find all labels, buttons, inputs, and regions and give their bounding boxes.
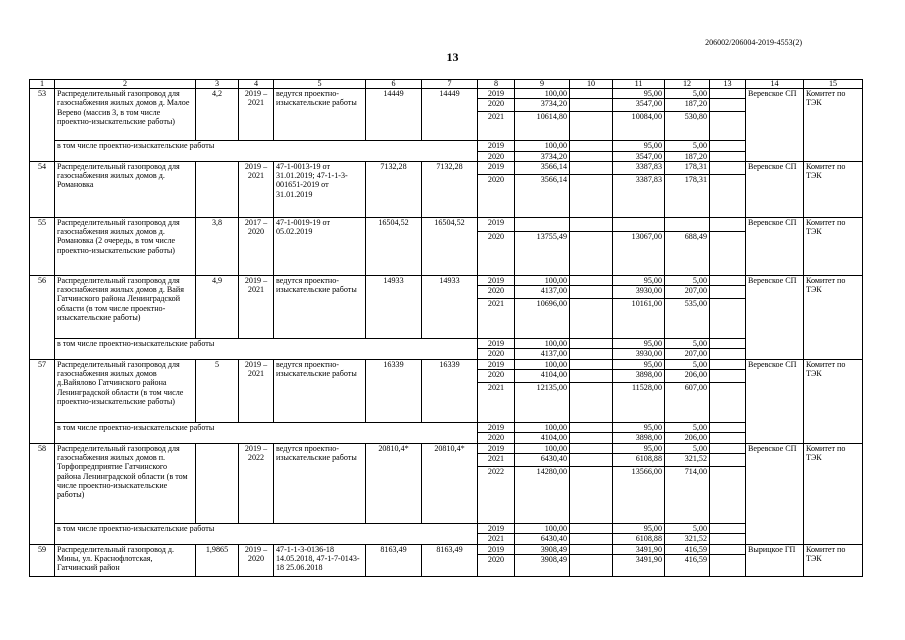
construction-years: 2019 – 2021 [239,89,274,141]
expertise-document: ведутся проектно-изыскательские работы [274,443,366,523]
responsible-body: Комитет по ТЭК [804,544,863,576]
regional-funds [613,217,665,231]
funding-total: 6430,40 [515,534,570,544]
pipeline-length: 3,8 [196,217,239,275]
column-number: 13 [710,80,746,89]
funding-total [515,217,570,231]
regional-funds: 3387,83 [613,174,665,217]
federal-funds [570,383,613,423]
column-number: 3 [196,80,239,89]
municipality: Вырицкое ГП [746,544,804,576]
federal-funds [570,231,613,275]
total-cost: 8163,49 [422,544,478,576]
regional-funds: 95,00 [613,523,665,533]
object-name: Распределительный газопровод для газоснабжения жилых домов п. Торфопредприятие Гатчинского района Ленинградской области (в том числе проектно-изыскательские работы) [55,443,196,523]
funding-total: 4104,00 [515,370,570,383]
local-funds: 5,00 [665,423,710,433]
federal-funds [570,349,613,359]
row-number: 59 [30,544,55,576]
pipeline-length [196,443,239,523]
column-number: 4 [239,80,274,89]
funding-total: 10696,00 [515,299,570,339]
construction-years: 2019 – 2021 [239,359,274,422]
row-number: 57 [30,359,55,443]
other-funds [710,339,746,349]
municipality: Веревское СП [746,89,804,162]
other-funds [710,89,746,99]
regional-funds: 95,00 [613,359,665,369]
regional-funds: 3387,83 [613,161,665,174]
regional-funds: 10161,00 [613,299,665,339]
federal-funds [570,359,613,369]
federal-funds [570,423,613,433]
federal-funds [570,99,613,112]
federal-funds [570,89,613,99]
local-funds: 5,00 [665,275,710,285]
expertise-document: ведутся проектно-изыскательские работы [274,359,366,422]
other-funds [710,151,746,161]
object-name: Распределительный газопровод для газоснабжения жилых домов д. Малое Верево (массив 3, в том числе проектно-изыскательские работы) [55,89,196,141]
funding-year: 2019 [478,359,515,369]
column-number: 2 [55,80,196,89]
expertise-document: ведутся проектно-изыскательские работы [274,275,366,338]
federal-funds [570,534,613,544]
funding-year: 2021 [478,112,515,141]
funding-year: 2019 [478,161,515,174]
table-row [30,544,863,554]
table-row [30,89,863,99]
regional-funds: 3930,00 [613,349,665,359]
other-funds [710,231,746,275]
local-funds: 206,00 [665,370,710,383]
expertise-document: 47-1-1-3-0136-18 14.05.2018, 47-1-7-0143-18 25.06.2018 [274,544,366,576]
column-number: 1 [30,80,55,89]
object-name: Распределительный газопровод для газоснабжения жилых домов д. Романовка (2 очередь, в том числе проектно-изыскательские работы) [55,217,196,275]
table-row [30,275,863,285]
column-number: 5 [274,80,366,89]
other-funds [710,534,746,544]
pipeline-length: 1,9865 [196,544,239,576]
funding-year: 2019 [478,423,515,433]
table-row [30,523,863,533]
expertise-document: 47-1-0019-19 от 05.02.2019 [274,217,366,275]
regional-funds: 3491,90 [613,544,665,554]
local-funds: 714,00 [665,466,710,523]
page-number: 13 [446,50,459,64]
table-row [30,339,863,349]
funding-year: 2020 [478,433,515,443]
total-cost: 14933 [422,275,478,338]
local-funds: 535,00 [665,299,710,339]
other-funds [710,161,746,174]
pipeline-length: 4,9 [196,275,239,338]
municipality: Веревское СП [746,161,804,217]
other-funds [710,99,746,112]
pipeline-length: 5 [196,359,239,422]
funding-year: 2019 [478,443,515,453]
pipeline-length [196,161,239,217]
regional-funds: 6108,88 [613,534,665,544]
funding-total: 12135,00 [515,383,570,423]
funding-total: 3566,14 [515,174,570,217]
regional-funds: 13566,00 [613,466,665,523]
row-number: 55 [30,217,55,275]
federal-funds [570,275,613,285]
regional-funds: 95,00 [613,141,665,151]
object-name: Распределительный газопровод для газоснабжения жилых домов д.Вайялово Гатчинского района Ленинградской области (в том числе проектно-изыскательские работы) [55,359,196,422]
federal-funds [570,151,613,161]
object-name: Распределительный газопровод д. Мины, ул. Краснофлотская, Гатчинский район [55,544,196,576]
federal-funds [570,443,613,453]
funding-year: 2019 [478,89,515,99]
total-cost: 14449 [422,89,478,141]
column-number: 10 [570,80,613,89]
other-funds [710,359,746,369]
funding-total: 10614,80 [515,112,570,141]
construction-years: 2019 – 2022 [239,443,274,523]
local-funds: 5,00 [665,89,710,99]
regional-funds: 3898,00 [613,370,665,383]
regional-funds: 6108,88 [613,453,665,466]
other-funds [710,349,746,359]
object-name: Распределительный газопровод для газоснабжения жилых домов д. Романовка [55,161,196,217]
other-funds [710,217,746,231]
construction-years: 2019 – 2021 [239,161,274,217]
regional-funds: 3898,00 [613,433,665,443]
local-funds: 416,59 [665,554,710,576]
local-funds: 530,80 [665,112,710,141]
responsible-body: Комитет по ТЭК [804,89,863,162]
local-funds: 178,31 [665,174,710,217]
subtotal-label: в том числе проектно-изыскательские работы [55,141,478,162]
funding-total: 4137,00 [515,286,570,299]
subtotal-label: в том числе проектно-изыскательские работы [55,423,478,444]
total-cost: 16339 [422,359,478,422]
column-number: 7 [422,80,478,89]
column-number: 9 [515,80,570,89]
local-funds: 5,00 [665,359,710,369]
local-funds: 207,00 [665,349,710,359]
regional-funds: 95,00 [613,423,665,433]
local-funds: 5,00 [665,339,710,349]
regional-funds: 3547,00 [613,99,665,112]
total-cost: 7132,28 [422,161,478,217]
other-funds [710,554,746,576]
local-funds: 321,52 [665,534,710,544]
funding-year: 2020 [478,99,515,112]
local-funds: 187,20 [665,151,710,161]
funding-year: 2020 [478,286,515,299]
other-funds [710,174,746,217]
federal-funds [570,523,613,533]
other-funds [710,299,746,339]
federal-funds [570,433,613,443]
column-number: 11 [613,80,665,89]
estimated-cost: 8163,49 [366,544,422,576]
table-row [30,161,863,174]
other-funds [710,275,746,285]
local-funds: 607,00 [665,383,710,423]
responsible-body: Комитет по ТЭК [804,443,863,544]
funding-total: 3566,14 [515,161,570,174]
federal-funds [570,141,613,151]
estimated-cost: 14449 [366,89,422,141]
estimated-cost: 20810,4* [366,443,422,523]
construction-years: 2019 – 2021 [239,275,274,338]
funding-year: 2020 [478,349,515,359]
estimated-cost: 16339 [366,359,422,422]
municipality: Веревское СП [746,443,804,544]
funding-total: 100,00 [515,423,570,433]
federal-funds [570,217,613,231]
estimated-cost: 7132,28 [366,161,422,217]
municipality: Веревское СП [746,275,804,359]
funding-year: 2020 [478,151,515,161]
subtotal-label: в том числе проектно-изыскательские работы [55,339,478,360]
other-funds [710,112,746,141]
column-number: 12 [665,80,710,89]
other-funds [710,141,746,151]
other-funds [710,433,746,443]
funding-year: 2021 [478,453,515,466]
funding-year: 2022 [478,466,515,523]
object-name: Распределительный газопровод для газоснабжения жилых домов д. Вайя Гатчинского района Ленинградской области (в том числе проектно-изыскательские работы) [55,275,196,338]
estimated-cost: 16504,52 [366,217,422,275]
table-row [30,443,863,453]
funding-total: 4137,00 [515,349,570,359]
federal-funds [570,299,613,339]
regional-funds: 95,00 [613,339,665,349]
regional-funds: 3491,90 [613,554,665,576]
other-funds [710,544,746,554]
funding-total: 100,00 [515,89,570,99]
regional-funds: 95,00 [613,89,665,99]
table-row [30,423,863,433]
local-funds: 207,00 [665,286,710,299]
column-number: 6 [366,80,422,89]
estimated-cost: 14933 [366,275,422,338]
funding-year: 2021 [478,534,515,544]
responsible-body: Комитет по ТЭК [804,161,863,217]
table-row [30,217,863,231]
federal-funds [570,544,613,554]
total-cost: 20810,4* [422,443,478,523]
federal-funds [570,174,613,217]
other-funds [710,423,746,433]
other-funds [710,466,746,523]
gas-pipeline-table [29,79,863,577]
local-funds: 5,00 [665,443,710,453]
federal-funds [570,370,613,383]
funding-total: 100,00 [515,141,570,151]
regional-funds: 13067,00 [613,231,665,275]
row-number: 58 [30,443,55,544]
local-funds: 178,31 [665,161,710,174]
funding-year: 2019 [478,217,515,231]
federal-funds [570,554,613,576]
table-row [30,359,863,369]
row-number: 54 [30,161,55,217]
local-funds: 688,49 [665,231,710,275]
funding-year: 2020 [478,231,515,275]
other-funds [710,370,746,383]
expertise-document: ведутся проектно-изыскательские работы [274,89,366,141]
funding-year: 2019 [478,339,515,349]
row-number: 53 [30,89,55,162]
local-funds: 5,00 [665,141,710,151]
funding-total: 13755,49 [515,231,570,275]
other-funds [710,523,746,533]
federal-funds [570,112,613,141]
federal-funds [570,453,613,466]
regional-funds: 3930,00 [613,286,665,299]
funding-total: 3908,49 [515,554,570,576]
construction-years: 2019 – 2020 [239,544,274,576]
federal-funds [570,161,613,174]
municipality: Веревское СП [746,359,804,443]
total-cost: 16504,52 [422,217,478,275]
local-funds: 416,59 [665,544,710,554]
federal-funds [570,339,613,349]
construction-years: 2017 – 2020 [239,217,274,275]
other-funds [710,443,746,453]
funding-total: 14280,00 [515,466,570,523]
local-funds: 187,20 [665,99,710,112]
row-number: 56 [30,275,55,359]
funding-total: 100,00 [515,443,570,453]
document-code: 206002/206004-2019-4553(2) [705,38,802,47]
funding-year: 2019 [478,141,515,151]
funding-year: 2019 [478,523,515,533]
local-funds: 206,00 [665,433,710,443]
regional-funds: 11528,00 [613,383,665,423]
column-number: 14 [746,80,804,89]
funding-year: 2020 [478,554,515,576]
expertise-document: 47-1-0013-19 от 31.01.2019; 47-1-1-3-001651-2019 от 31.01.2019 [274,161,366,217]
funding-year: 2019 [478,275,515,285]
funding-year: 2020 [478,174,515,217]
regional-funds: 95,00 [613,443,665,453]
responsible-body: Комитет по ТЭК [804,359,863,443]
responsible-body: Комитет по ТЭК [804,275,863,359]
funding-total: 6430,40 [515,453,570,466]
regional-funds: 95,00 [613,275,665,285]
column-number-row [30,80,863,89]
local-funds: 321,52 [665,453,710,466]
other-funds [710,383,746,423]
table-row [30,141,863,151]
funding-total: 4104,00 [515,433,570,443]
funding-total: 100,00 [515,359,570,369]
responsible-body: Комитет по ТЭК [804,217,863,275]
federal-funds [570,286,613,299]
funding-year: 2021 [478,383,515,423]
funding-year: 2021 [478,299,515,339]
other-funds [710,286,746,299]
funding-total: 3734,20 [515,151,570,161]
funding-total: 100,00 [515,339,570,349]
column-number: 8 [478,80,515,89]
funding-year: 2020 [478,370,515,383]
other-funds [710,453,746,466]
local-funds: 5,00 [665,523,710,533]
funding-total: 3908,49 [515,544,570,554]
pipeline-length: 4,2 [196,89,239,141]
municipality: Веревское СП [746,217,804,275]
column-number: 15 [804,80,863,89]
regional-funds: 3547,00 [613,151,665,161]
subtotal-label: в том числе проектно-изыскательские работы [55,523,478,544]
funding-total: 100,00 [515,523,570,533]
federal-funds [570,466,613,523]
regional-funds: 10084,00 [613,112,665,141]
funding-year: 2019 [478,544,515,554]
local-funds [665,217,710,231]
funding-total: 100,00 [515,275,570,285]
funding-total: 3734,20 [515,99,570,112]
